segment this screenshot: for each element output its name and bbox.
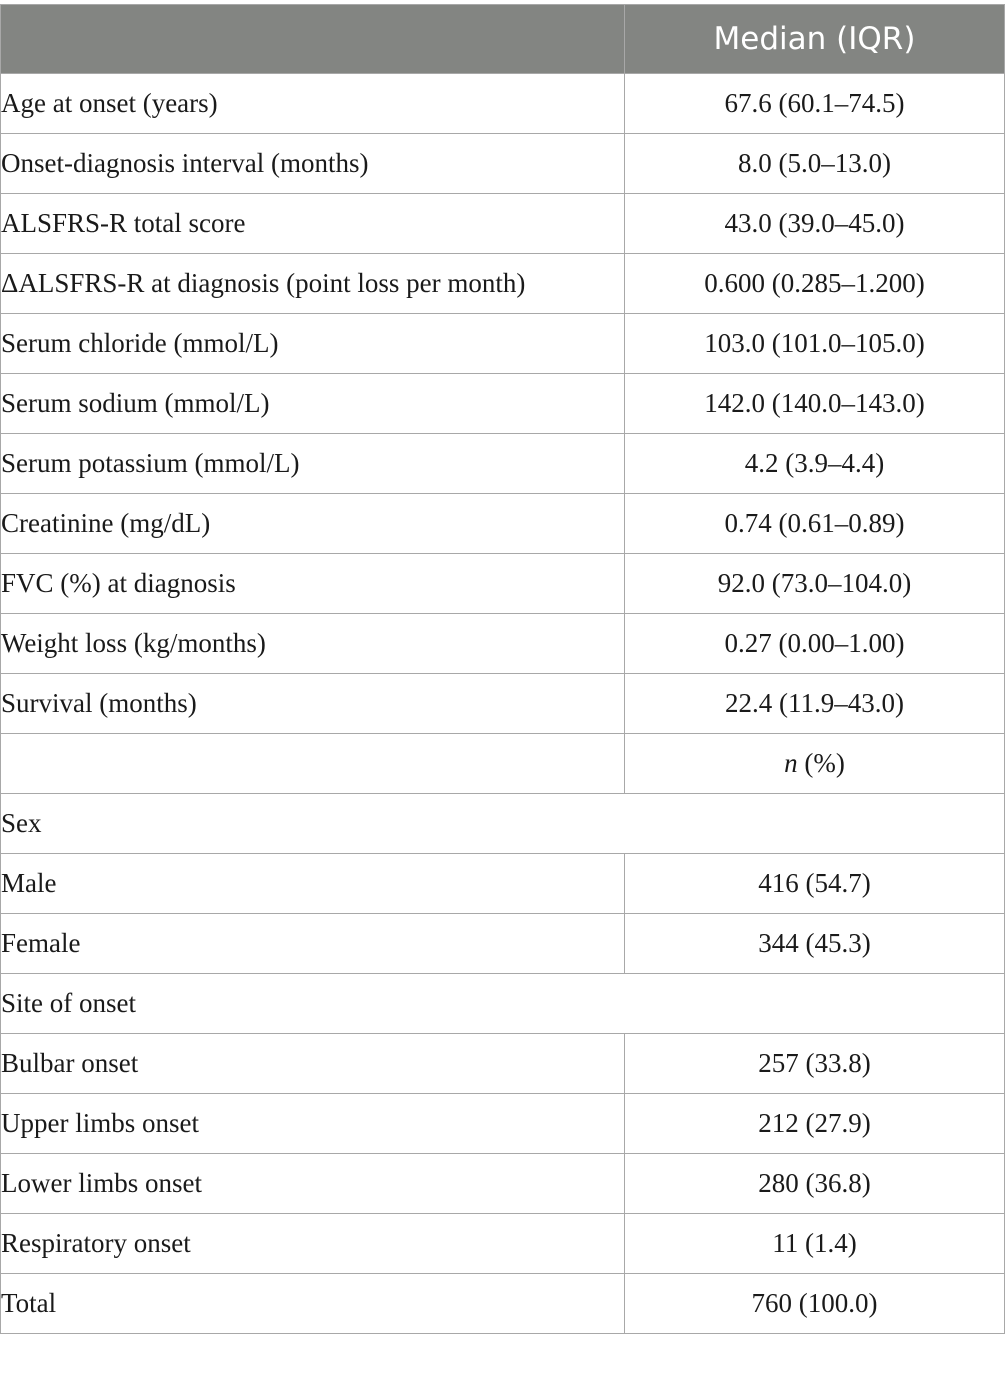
table-row <box>1 854 1005 914</box>
row-value: 92.0 (73.0–104.0) <box>625 554 1005 614</box>
section-row-site <box>1 974 1005 1034</box>
row-label: Bulbar onset <box>1 1034 625 1094</box>
row-label: Female <box>1 914 625 974</box>
row-label: Creatinine (mg/dL) <box>1 494 625 554</box>
row-value: 257 (33.8) <box>625 1034 1005 1094</box>
row-value: 142.0 (140.0–143.0) <box>625 374 1005 434</box>
row-label: Respiratory onset <box>1 1214 625 1274</box>
table-row <box>1 614 1005 674</box>
table-row <box>1 194 1005 254</box>
row-value: 212 (27.9) <box>625 1094 1005 1154</box>
count-header-blank <box>1 734 625 794</box>
section-row-sex <box>1 794 1005 854</box>
row-label: ALSFRS-R total score <box>1 194 625 254</box>
row-label: Lower limbs onset <box>1 1154 625 1214</box>
row-value: 8.0 (5.0–13.0) <box>625 134 1005 194</box>
table-row <box>1 1094 1005 1154</box>
section-title-sex: Sex <box>1 794 1005 854</box>
total-label: Total <box>1 1274 625 1334</box>
total-row <box>1 1274 1005 1334</box>
count-header-n-percent <box>625 734 1005 794</box>
row-label: Serum potassium (mmol/L) <box>1 434 625 494</box>
row-label: ΔALSFRS-R at diagnosis (point loss per month) <box>1 254 625 314</box>
row-value: 416 (54.7) <box>625 854 1005 914</box>
table-row <box>1 374 1005 434</box>
row-value: 11 (1.4) <box>625 1214 1005 1274</box>
row-label: Onset-diagnosis interval (months) <box>1 134 625 194</box>
table-row <box>1 674 1005 734</box>
table-row <box>1 554 1005 614</box>
characteristics-table <box>0 4 1005 1334</box>
table-row <box>1 1154 1005 1214</box>
table-row <box>1 134 1005 194</box>
header-label-cell <box>1 5 625 74</box>
row-value: 0.27 (0.00–1.00) <box>625 614 1005 674</box>
row-label: Serum sodium (mmol/L) <box>1 374 625 434</box>
row-label: FVC (%) at diagnosis <box>1 554 625 614</box>
header-row <box>1 5 1005 74</box>
table-row <box>1 1034 1005 1094</box>
section-title-site: Site of onset <box>1 974 1005 1034</box>
table-row <box>1 314 1005 374</box>
count-header-row <box>1 734 1005 794</box>
row-value: 67.6 (60.1–74.5) <box>625 74 1005 134</box>
row-value: 280 (36.8) <box>625 1154 1005 1214</box>
row-label: Weight loss (kg/months) <box>1 614 625 674</box>
row-value: 344 (45.3) <box>625 914 1005 974</box>
table-row <box>1 74 1005 134</box>
row-value: 0.600 (0.285–1.200) <box>625 254 1005 314</box>
table-row <box>1 254 1005 314</box>
row-value: 0.74 (0.61–0.89) <box>625 494 1005 554</box>
row-label: Upper limbs onset <box>1 1094 625 1154</box>
n-symbol: n <box>784 748 798 778</box>
total-value: 760 (100.0) <box>625 1274 1005 1334</box>
table-row <box>1 434 1005 494</box>
row-label: Male <box>1 854 625 914</box>
table-row <box>1 1214 1005 1274</box>
table-row <box>1 914 1005 974</box>
row-value: 22.4 (11.9–43.0) <box>625 674 1005 734</box>
header-median-iqr: Median (IQR) <box>625 5 1005 74</box>
table-row <box>1 494 1005 554</box>
row-label: Age at onset (years) <box>1 74 625 134</box>
row-label: Survival (months) <box>1 674 625 734</box>
row-value: 43.0 (39.0–45.0) <box>625 194 1005 254</box>
row-label: Serum chloride (mmol/L) <box>1 314 625 374</box>
percent-symbol: (%) <box>797 748 845 778</box>
row-value: 103.0 (101.0–105.0) <box>625 314 1005 374</box>
row-value: 4.2 (3.9–4.4) <box>625 434 1005 494</box>
